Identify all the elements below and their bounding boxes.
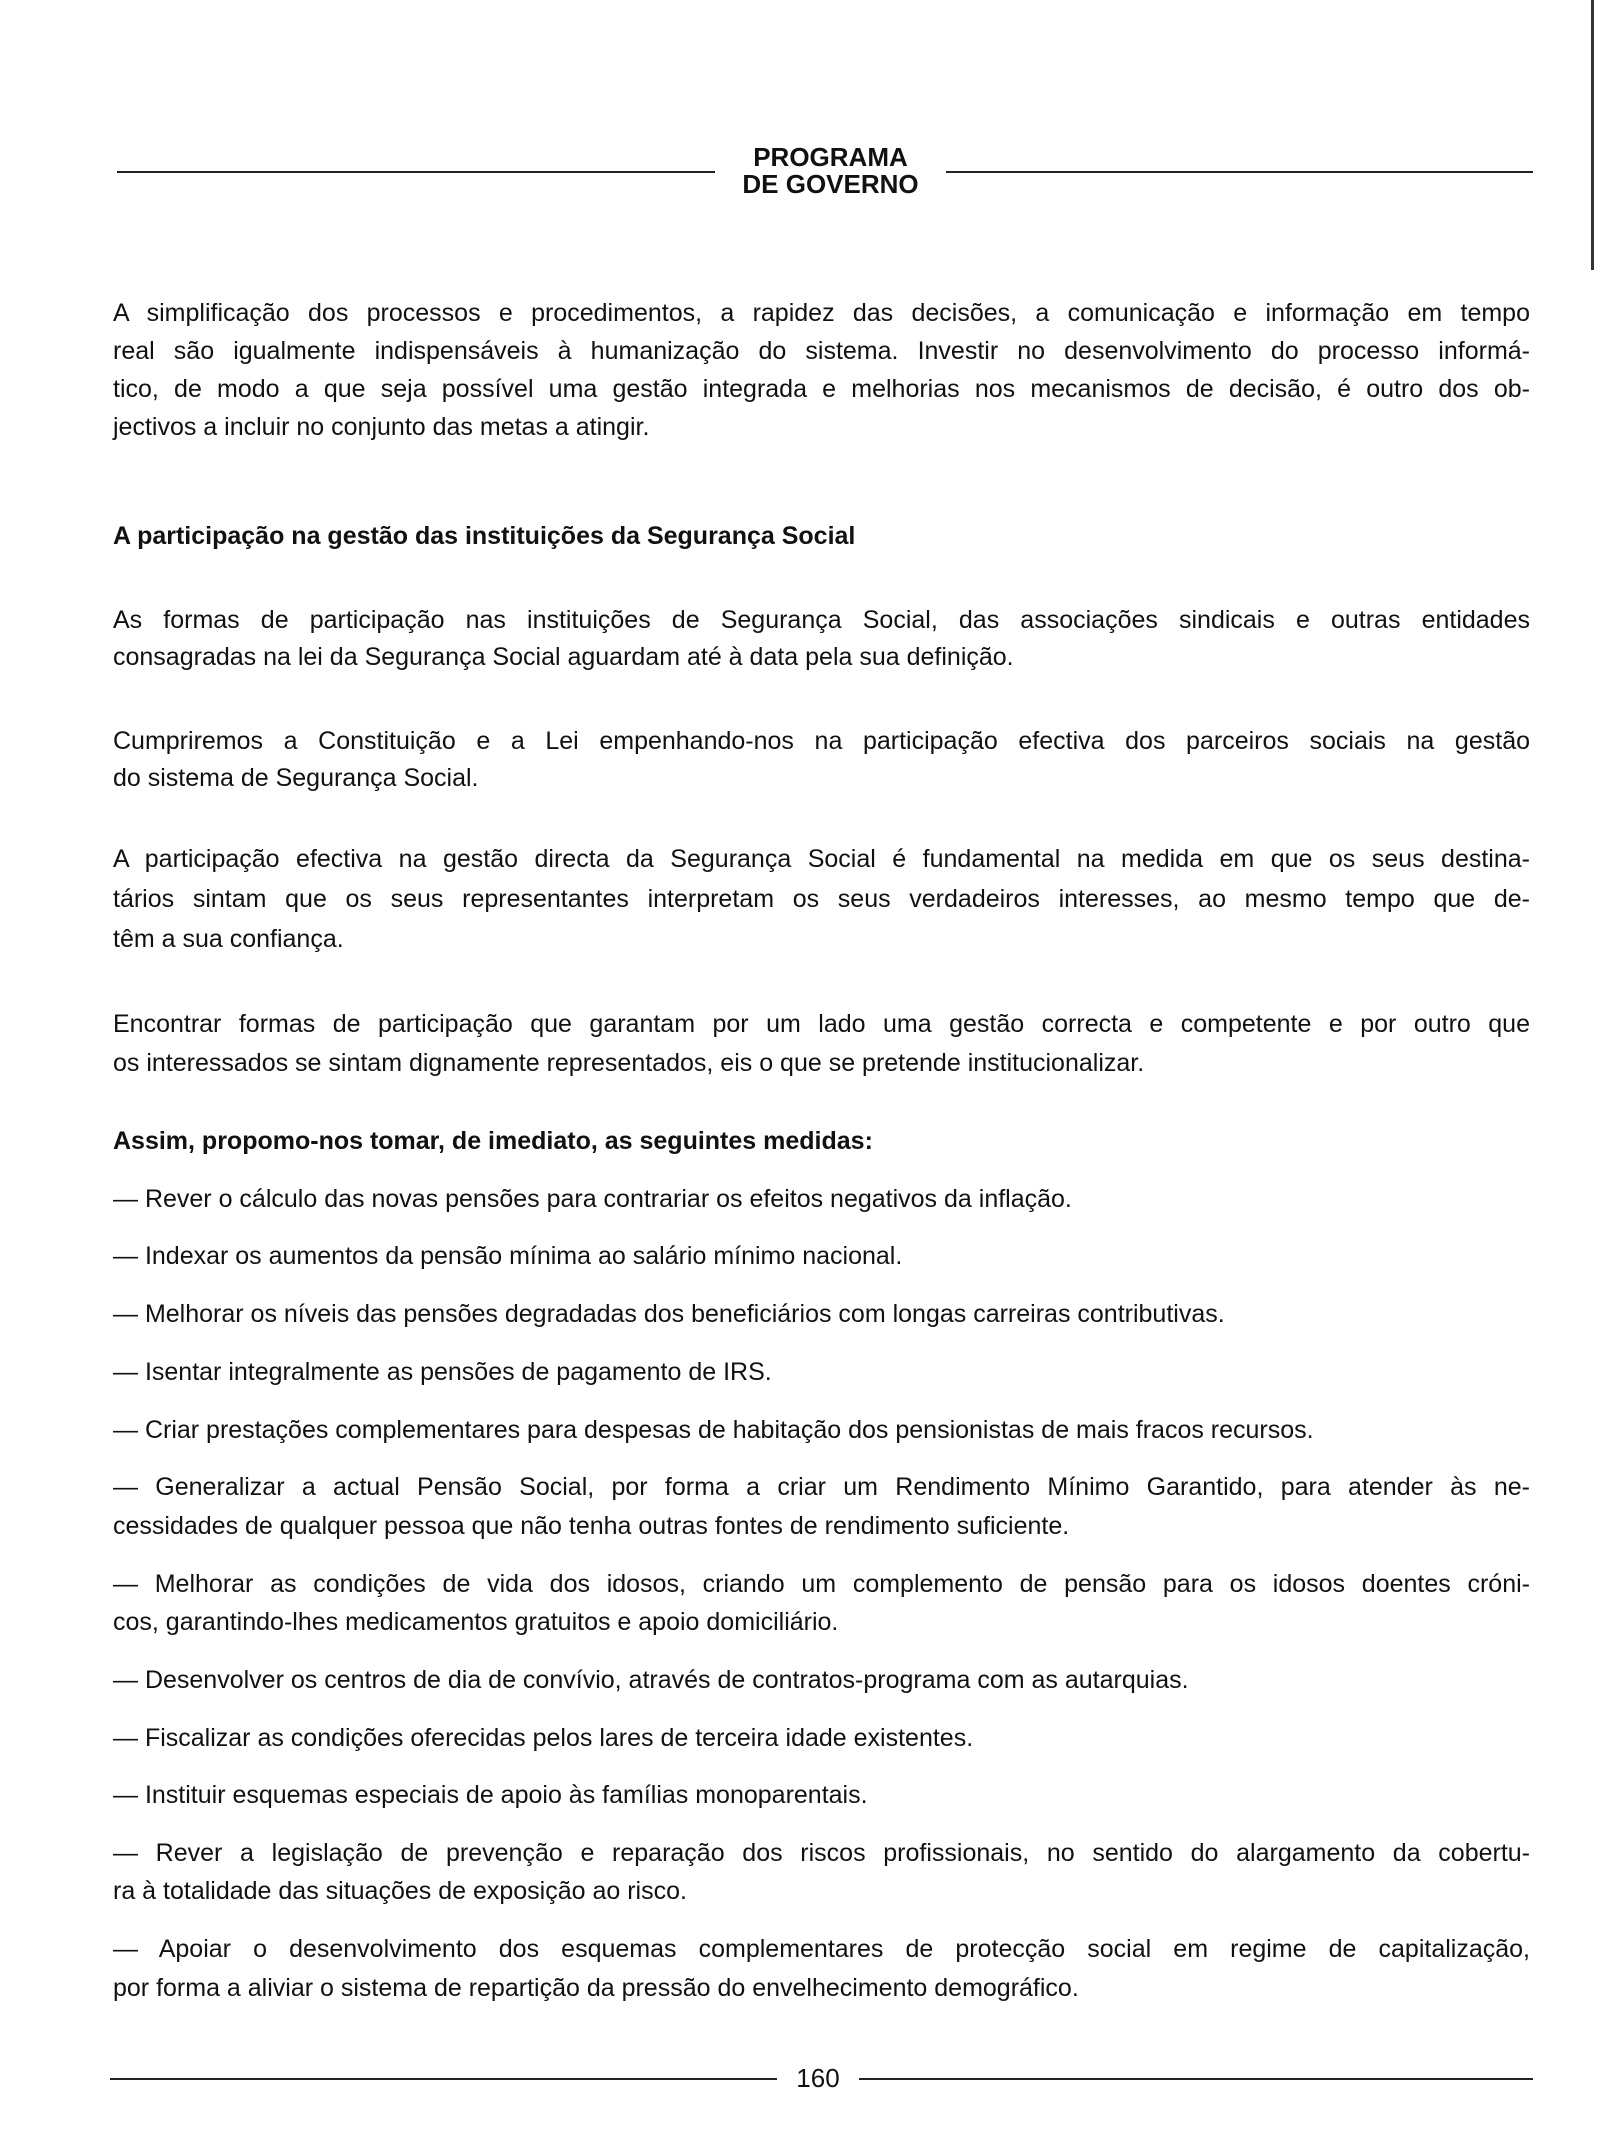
text-line: jectivos a incluir no conjunto das metas a atingir. [113,413,650,441]
text-line: — Melhorar os níveis das pensões degradadas dos beneficiários com longas carreiras contributivas. [113,1300,1225,1328]
text-line: — Melhorar as condições de vida dos idosos, criando um complemento de pensão para os idosos doentes cróni- [113,1570,1530,1598]
paragraph-3 [113,723,1530,797]
text-line: As formas de participação nas instituições de Segurança Social, das associações sindicais e outras entidades [113,606,1530,634]
text-line: do sistema de Segurança Social. [113,764,479,792]
measure-item [113,1353,1530,1391]
measure-item [113,1834,1530,1910]
footer-rule-left [110,2078,777,2080]
paragraph-4 [113,839,1530,959]
text-line: — Indexar os aumentos da pensão mínima ao salário mínimo nacional. [113,1242,903,1270]
text-line: tico, de modo a que seja possível uma gestão integrada e melhorias nos mecanismos de decisão, é outro dos ob- [113,375,1530,403]
text-line: — Rever o cálculo das novas pensões para contrariar os efeitos negativos da inflação. [113,1185,1072,1213]
text-line: A participação efectiva na gestão directa da Segurança Social é fundamental na medida em que os seus destina- [113,845,1530,873]
text-line: têm a sua confiança. [113,925,344,953]
paragraph-1 [113,294,1530,446]
section-heading: A participação na gestão das instituições da Segurança Social [113,522,856,550]
text-line: — Generalizar a actual Pensão Social, por forma a criar um Rendimento Mínimo Garantido, para atender às ne- [113,1473,1530,1501]
text-line: consagradas na lei da Segurança Social aguardam até à data pela sua definição. [113,643,1014,671]
measure-item [113,1719,1530,1757]
text-line: ra à totalidade das situações de exposição ao risco. [113,1877,687,1905]
text-line: por forma a aliviar o sistema de repartição da pressão do envelhecimento demográfico. [113,1974,1079,2002]
paragraph-5 [113,1005,1530,1083]
measure-item [113,1237,1530,1275]
header-line-2: DE GOVERNO [742,169,919,199]
header-title [715,144,946,198]
text-line: os interessados se sintam dignamente representados, eis o que se pretende institucionalizar. [113,1049,1145,1077]
header-line-1: PROGRAMA [753,142,908,172]
measure-item [113,1411,1530,1449]
measure-item [113,1295,1530,1333]
header-rule-right [946,171,1533,173]
text-line: — Instituir esquemas especiais de apoio às famílias monoparentais. [113,1781,868,1809]
text-line: — Rever a legislação de prevenção e reparação dos riscos profissionais, no sentido do alargamento da cobertu- [113,1839,1530,1867]
measure-item [113,1661,1530,1699]
text-line: — Criar prestações complementares para despesas de habitação dos pensionistas de mais fracos recursos. [113,1416,1314,1444]
paragraph-2 [113,602,1530,676]
footer-rule-right [859,2078,1533,2080]
measures-heading: Assim, propomo-nos tomar, de imediato, as seguintes medidas: [113,1127,873,1155]
text-line: cos, garantindo-lhes medicamentos gratuitos e apoio domiciliário. [113,1608,839,1636]
text-line: tários sintam que os seus representantes interpretam os seus verdadeiros interesses, ao mesmo tempo que de- [113,885,1530,913]
text-line: cessidades de qualquer pessoa que não tenha outras fontes de rendimento suficiente. [113,1512,1070,1540]
text-line: Encontrar formas de participação que garantam por um lado uma gestão correcta e competente e por outro que [113,1010,1530,1038]
text-line: — Apoiar o desenvolvimento dos esquemas complementares de protecção social em regime de capitalização, [113,1935,1530,1963]
measure-item [113,1776,1530,1814]
header-rule-left [117,171,715,173]
text-line: — Isentar integralmente as pensões de pagamento de IRS. [113,1358,772,1386]
text-line: A simplificação dos processos e procedimentos, a rapidez das decisões, a comunicação e informação em tempo [113,299,1530,327]
text-line: — Desenvolver os centros de dia de convívio, através de contratos-programa com as autarquias. [113,1666,1189,1694]
measure-item [113,1180,1530,1218]
text-line: — Fiscalizar as condições oferecidas pelos lares de terceira idade existentes. [113,1724,974,1752]
text-line: real são igualmente indispensáveis à humanização do sistema. Investir no desenvolvimento do processo informá- [113,337,1530,365]
measure-item [113,1468,1530,1546]
measure-item [113,1565,1530,1641]
measure-item [113,1930,1530,2008]
page-number: 160 [796,2063,840,2093]
text-line: Cumpriremos a Constituição e a Lei empenhando-nos na participação efectiva dos parceiros sociais na gestão [113,727,1530,755]
scan-edge [1591,0,1594,270]
